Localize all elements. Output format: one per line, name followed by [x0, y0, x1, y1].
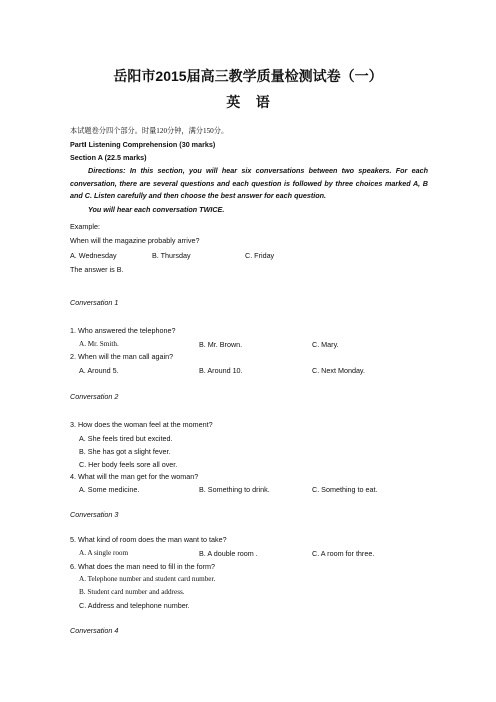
question-6: 6. What does the man need to fill in the form? — [70, 562, 216, 571]
q2-option-a: A. Around 5. — [79, 366, 119, 375]
example-question: When will the magazine probably arrive? — [70, 236, 200, 245]
q1-option-c: C. Mary. — [312, 340, 339, 349]
q2-option-b: B. Around 10. — [199, 366, 243, 375]
q3-option-a: A. She feels tired but excited. — [79, 434, 173, 443]
example-option-a: A. Wednesday — [70, 251, 117, 260]
exam-title: 岳阳市2015届高三教学质量检测试卷（一） — [113, 68, 383, 84]
example-option-b: B. Thursday — [152, 251, 191, 260]
question-1: 1. Who answered the telephone? — [70, 326, 176, 335]
question-4: 4. What will the man get for the woman? — [70, 472, 199, 481]
example-option-c: C. Friday — [245, 251, 275, 260]
conversation-1-heading: Conversation 1 — [70, 298, 119, 307]
section-heading: Section A (22.5 marks) — [70, 153, 147, 162]
example-label: Example: — [70, 222, 100, 231]
q4-option-c: C. Something to eat. — [312, 485, 378, 494]
listen-twice-note: You will hear each conversation TWICE. — [88, 205, 225, 214]
q4-option-a: A. Some medicine. — [79, 485, 140, 494]
question-2: 2. When will the man call again? — [70, 352, 174, 361]
subject-title: 英 语 — [226, 94, 270, 110]
conversation-2-heading: Conversation 2 — [70, 392, 119, 401]
q2-option-c: C. Next Monday. — [312, 366, 365, 375]
q6-option-c: C. Address and telephone number. — [79, 601, 190, 610]
q5-option-a: A. A single room — [79, 549, 129, 557]
conversation-3-heading: Conversation 3 — [70, 510, 119, 519]
q5-option-c: C. A room for three. — [312, 549, 375, 558]
q3-option-c: C. Her body feels sore all over. — [79, 460, 178, 469]
q1-option-b: B. Mr. Brown. — [199, 340, 243, 349]
q6-option-b: B. Student card number and address. — [79, 588, 185, 596]
q3-option-b: B. She has got a slight fever. — [79, 447, 171, 456]
q6-option-a: A. Telephone number and student card number. — [79, 575, 216, 583]
example-answer: The answer is B. — [70, 265, 124, 274]
q1-option-a: A. Mr. Smith. — [79, 340, 119, 348]
question-3: 3. How does the woman feel at the moment? — [70, 420, 213, 429]
conversation-4-heading: Conversation 4 — [70, 626, 119, 635]
q5-option-b: B. A double room . — [199, 549, 258, 558]
q4-option-b: B. Something to drink. — [199, 485, 270, 494]
question-5: 5. What kind of room does the man want to take? — [70, 535, 227, 544]
directions-text: Directions: In this section, you will hear six conversations between two speakers. For each conversation, there are several questions and each question is followed by three choices marked A, B and C. Listen carefully and then choose the best answer for each question. — [70, 166, 428, 200]
exam-note: 本试题卷分四个部分。时量120分钟，满分150分。 — [70, 127, 229, 135]
part-heading: PartⅠ Listening Comprehension (30 marks) — [70, 140, 216, 149]
